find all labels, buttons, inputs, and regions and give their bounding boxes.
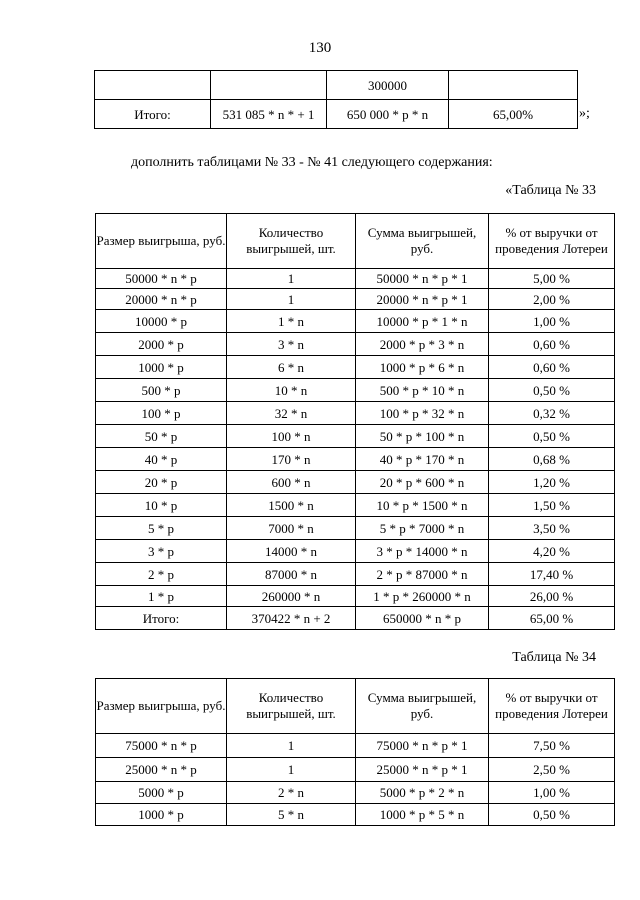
table-cell: 10 * n bbox=[227, 379, 356, 402]
table-row bbox=[96, 540, 615, 563]
table-cell: 20000 * n * p bbox=[96, 289, 227, 310]
table-cell: 100 * n bbox=[227, 425, 356, 448]
table-34 bbox=[95, 678, 615, 826]
table-cell: 1 bbox=[227, 289, 356, 310]
table-cell: 26,00 % bbox=[489, 586, 615, 607]
column-header: % от выручки от проведения Лотереи bbox=[489, 679, 615, 734]
table-cell: 10 * p * 1500 * n bbox=[356, 494, 489, 517]
table-row bbox=[96, 310, 615, 333]
table-cell: 600 * n bbox=[227, 471, 356, 494]
column-header: Количество выигрышей, шт. bbox=[227, 679, 356, 734]
table-cell: 2000 * p bbox=[96, 333, 227, 356]
table-cell: 65,00 % bbox=[489, 607, 615, 630]
column-header: Количество выигрышей, шт. bbox=[227, 214, 356, 269]
table-row bbox=[96, 804, 615, 826]
table-cell: 170 * n bbox=[227, 448, 356, 471]
table-cell: 650 000 * p * n bbox=[327, 100, 449, 129]
table-cell: 1 bbox=[227, 734, 356, 758]
closing-quote: »; bbox=[579, 106, 590, 121]
table-cell: 10000 * p * 1 * n bbox=[356, 310, 489, 333]
table-cell: 25000 * n * p bbox=[96, 758, 227, 782]
table-cell: 2,00 % bbox=[489, 289, 615, 310]
table-cell: 1000 * p * 5 * n bbox=[356, 804, 489, 826]
table-cell: 20 * p bbox=[96, 471, 227, 494]
table-cell: 5,00 % bbox=[489, 269, 615, 289]
column-header: % от выручки от проведения Лотереи bbox=[489, 214, 615, 269]
table-cell: 1000 * p bbox=[96, 356, 227, 379]
page-number: 130 bbox=[308, 40, 332, 56]
table-34-title: Таблица № 34 bbox=[512, 650, 596, 665]
table-cell: Итого: bbox=[95, 100, 211, 129]
table-cell: 50 * p * 100 * n bbox=[356, 425, 489, 448]
table-cell: 0,68 % bbox=[489, 448, 615, 471]
table-cell: 0,50 % bbox=[489, 379, 615, 402]
table-row bbox=[96, 517, 615, 540]
table-cell: 1 * p bbox=[96, 586, 227, 607]
table-row bbox=[96, 379, 615, 402]
table-row bbox=[96, 333, 615, 356]
table-cell: 3 * n bbox=[227, 333, 356, 356]
table-cell: Итого: bbox=[96, 607, 227, 630]
table-cell: 0,50 % bbox=[489, 425, 615, 448]
table-cell bbox=[211, 71, 327, 100]
table-row bbox=[96, 494, 615, 517]
table-cell: 3,50 % bbox=[489, 517, 615, 540]
table-cell: 7,50 % bbox=[489, 734, 615, 758]
table-cell: 14000 * n bbox=[227, 540, 356, 563]
table-cell: 40 * p bbox=[96, 448, 227, 471]
table-cell: 531 085 * n * + 1 bbox=[211, 100, 327, 129]
table-cell: 100 * p bbox=[96, 402, 227, 425]
table-cell: 0,50 % bbox=[489, 804, 615, 826]
table-row bbox=[96, 402, 615, 425]
table-cell: 0,60 % bbox=[489, 356, 615, 379]
table-cell: 7000 * n bbox=[227, 517, 356, 540]
table-cell: 1000 * p bbox=[96, 804, 227, 826]
table-cell: 5000 * p bbox=[96, 782, 227, 804]
table-cell: 5 * n bbox=[227, 804, 356, 826]
table-cell: 2 * p * 87000 * n bbox=[356, 563, 489, 586]
table-cell: 2,50 % bbox=[489, 758, 615, 782]
table-cell: 4,20 % bbox=[489, 540, 615, 563]
table-33-title: «Таблица № 33 bbox=[505, 183, 596, 198]
table-33 bbox=[95, 213, 615, 630]
table-cell: 2 * n bbox=[227, 782, 356, 804]
column-header: Размер выигрыша, руб. bbox=[96, 679, 227, 734]
table-cell: 1,50 % bbox=[489, 494, 615, 517]
column-header: Размер выигрыша, руб. bbox=[96, 214, 227, 269]
table-cell: 65,00% bbox=[449, 100, 578, 129]
table-row bbox=[95, 100, 578, 129]
table-cell: 2 * p bbox=[96, 563, 227, 586]
table-row bbox=[96, 586, 615, 607]
table-cell: 3 * p * 14000 * n bbox=[356, 540, 489, 563]
table-cell: 1000 * p * 6 * n bbox=[356, 356, 489, 379]
table-row bbox=[96, 563, 615, 586]
table-cell: 40 * p * 170 * n bbox=[356, 448, 489, 471]
table-cell: 260000 * n bbox=[227, 586, 356, 607]
table-cell: 50 * p bbox=[96, 425, 227, 448]
column-header: Сумма выигрышей, руб. bbox=[356, 214, 489, 269]
table-cell: 3 * p bbox=[96, 540, 227, 563]
table-cell: 100 * p * 32 * n bbox=[356, 402, 489, 425]
table-cell: 10000 * p bbox=[96, 310, 227, 333]
table-row bbox=[96, 758, 615, 782]
table-header-row bbox=[96, 214, 615, 269]
table-cell: 2000 * p * 3 * n bbox=[356, 333, 489, 356]
table-cell bbox=[95, 71, 211, 100]
table-cell: 75000 * n * p bbox=[96, 734, 227, 758]
table-cell: 1,00 % bbox=[489, 310, 615, 333]
table-row bbox=[96, 782, 615, 804]
table-cell: 0,32 % bbox=[489, 402, 615, 425]
table-cell: 32 * n bbox=[227, 402, 356, 425]
table-row bbox=[96, 448, 615, 471]
table-cell: 5 * p * 7000 * n bbox=[356, 517, 489, 540]
table-cell: 50000 * n * p * 1 bbox=[356, 269, 489, 289]
table-cell: 20 * p * 600 * n bbox=[356, 471, 489, 494]
table-row bbox=[96, 269, 615, 289]
table-cell: 50000 * n * p bbox=[96, 269, 227, 289]
table-total-row bbox=[96, 607, 615, 630]
table-cell bbox=[449, 71, 578, 100]
table-cell: 1,20 % bbox=[489, 471, 615, 494]
table-cell: 6 * n bbox=[227, 356, 356, 379]
table-cell: 370422 * n + 2 bbox=[227, 607, 356, 630]
table-cell: 650000 * n * p bbox=[356, 607, 489, 630]
table-cell: 1 * p * 260000 * n bbox=[356, 586, 489, 607]
table-cell: 17,40 % bbox=[489, 563, 615, 586]
table-cell: 0,60 % bbox=[489, 333, 615, 356]
table-row bbox=[96, 356, 615, 379]
table-cell: 87000 * n bbox=[227, 563, 356, 586]
table-cell: 1500 * n bbox=[227, 494, 356, 517]
table-cell: 10 * p bbox=[96, 494, 227, 517]
continuation-text: дополнить таблицами № 33 - № 41 следующего содержания: bbox=[131, 155, 493, 170]
column-header: Сумма выигрышей, руб. bbox=[356, 679, 489, 734]
table-header-row bbox=[96, 679, 615, 734]
table-cell: 75000 * n * p * 1 bbox=[356, 734, 489, 758]
table-row bbox=[96, 425, 615, 448]
table-row bbox=[96, 289, 615, 310]
top-table bbox=[94, 70, 578, 129]
table-row bbox=[96, 734, 615, 758]
table-cell: 500 * p bbox=[96, 379, 227, 402]
table-cell: 1,00 % bbox=[489, 782, 615, 804]
table-cell: 1 * n bbox=[227, 310, 356, 333]
table-cell: 500 * p * 10 * n bbox=[356, 379, 489, 402]
table-cell: 300000 bbox=[327, 71, 449, 100]
table-cell: 5 * p bbox=[96, 517, 227, 540]
table-row bbox=[96, 471, 615, 494]
table-row bbox=[95, 71, 578, 100]
table-cell: 1 bbox=[227, 269, 356, 289]
table-cell: 5000 * p * 2 * n bbox=[356, 782, 489, 804]
table-cell: 20000 * n * p * 1 bbox=[356, 289, 489, 310]
table-cell: 1 bbox=[227, 758, 356, 782]
table-cell: 25000 * n * p * 1 bbox=[356, 758, 489, 782]
